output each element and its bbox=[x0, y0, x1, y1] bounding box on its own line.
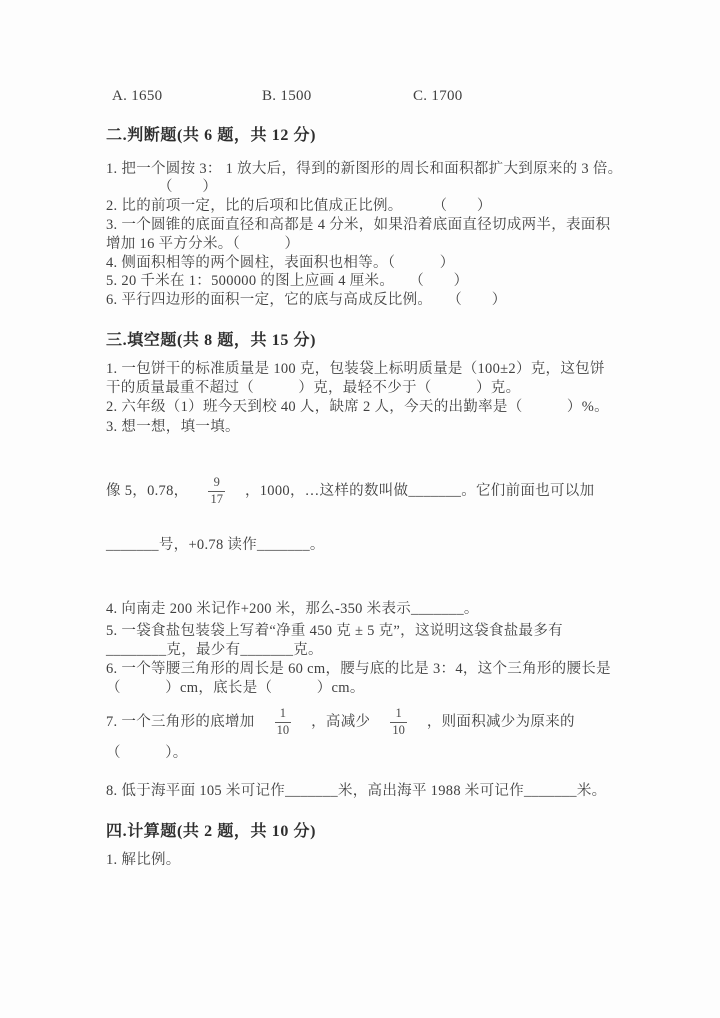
section-calc-heading: 四.计算题(共 2 题，共 10 分) bbox=[106, 823, 317, 840]
fraction-one-tenth-first bbox=[275, 706, 292, 738]
fill-q3: 3. 想一想，填一填。 bbox=[106, 419, 240, 435]
text-segment: ，高减少 bbox=[311, 713, 371, 730]
section-judge-heading: 二.判断题(共 6 题，共 12 分) bbox=[106, 127, 317, 144]
judge-q4: 4. 侧面积相等的两个圆柱，表面积也相等。（ ） bbox=[106, 255, 455, 271]
judge-q6: 6. 平行四边形的面积一定，它的底与高成反比例。 （ ） bbox=[106, 292, 507, 308]
fill-q1-line1: 1. 一包饼干的标准质量是 100 克，包装袋上标明质量是（100±2）克，这包饼 bbox=[106, 361, 605, 377]
choice-option-c: C. 1700 bbox=[413, 88, 463, 104]
fill-q7-line1 bbox=[106, 700, 575, 744]
judge-q3-line1: 3. 一个圆锥的底面直径和高都是 4 分米，如果沿着底面直径切成两半，表面积 bbox=[106, 217, 611, 233]
fill-q3-number-sequence bbox=[106, 469, 594, 513]
section-fill-heading: 三.填空题(共 8 题，共 15 分) bbox=[106, 332, 317, 349]
fill-q6-line1: 6. 一个等腰三角形的周长是 60 cm，腰与底的比是 3：4，这个三角形的腰长是 bbox=[106, 661, 611, 677]
fill-q5-line1: 5. 一袋食盐包装袋上写着“净重 450 克 ± 5 克”，这说明这袋食盐最多有 bbox=[106, 623, 563, 639]
calc-q1: 1. 解比例。 bbox=[106, 852, 181, 868]
fraction-nine-seventeenths bbox=[208, 475, 225, 507]
fill-q3-line2: _______号，+0.78 读作_______。 bbox=[106, 537, 325, 553]
text-segment: ，则面积减少为原来的 bbox=[426, 713, 575, 730]
fraction-one-tenth-second bbox=[390, 706, 407, 738]
fraction-numerator: 1 bbox=[279, 705, 286, 720]
fill-q5-line2: ________克，最少有_______克。 bbox=[106, 642, 323, 658]
fill-q4: 4. 向南走 200 米记作+200 米，那么-350 米表示_______。 bbox=[106, 601, 479, 617]
fraction-numerator: 1 bbox=[395, 705, 402, 720]
fraction-numerator: 9 bbox=[213, 474, 220, 489]
judge-q2: 2. 比的前项一定，比的后项和比值成正比例。 （ ） bbox=[106, 198, 492, 214]
text-segment: 7. 一个三角形的底增加 bbox=[106, 713, 255, 730]
judge-q1-brackets: （ ） bbox=[158, 179, 218, 195]
judge-q3-line2: 增加 16 平方分米。（ ） bbox=[106, 236, 300, 252]
fraction-denominator: 10 bbox=[392, 722, 405, 737]
fill-q6-line2: （ ）cm，底长是（ ）cm。 bbox=[106, 680, 365, 696]
fraction-denominator: 10 bbox=[276, 722, 290, 737]
judge-q5: 5. 20 千米在 1：500000 的图上应画 4 厘米。 （ ） bbox=[106, 273, 469, 289]
text-segment: ，1000，…这样的数叫做_______。它们前面也可以加 bbox=[244, 482, 595, 499]
fill-q2: 2. 六年级（1）班今天到校 40 人，缺席 2 人，今天的出勤率是（ ）%。 bbox=[106, 399, 609, 415]
fill-q7-line2: （ ）。 bbox=[106, 745, 188, 761]
fraction-denominator: 17 bbox=[210, 491, 223, 506]
choice-option-a: A. 1650 bbox=[112, 88, 163, 104]
fill-q1-line2: 干的质量最重不超过（ ）克，最轻不少于（ ）克。 bbox=[106, 380, 521, 396]
choice-option-b: B. 1500 bbox=[262, 88, 312, 104]
fill-q8: 8. 低于海平面 105 米可记作_______米，高出海平 1988 米可记作_______米。 bbox=[106, 783, 607, 799]
text-segment: 像 5，0.78， bbox=[106, 482, 189, 499]
judge-q1-line1: 1. 把一个圆按 3： 1 放大后，得到的新图形的周长和面积都扩大到原来的 3 倍。 bbox=[106, 161, 623, 177]
